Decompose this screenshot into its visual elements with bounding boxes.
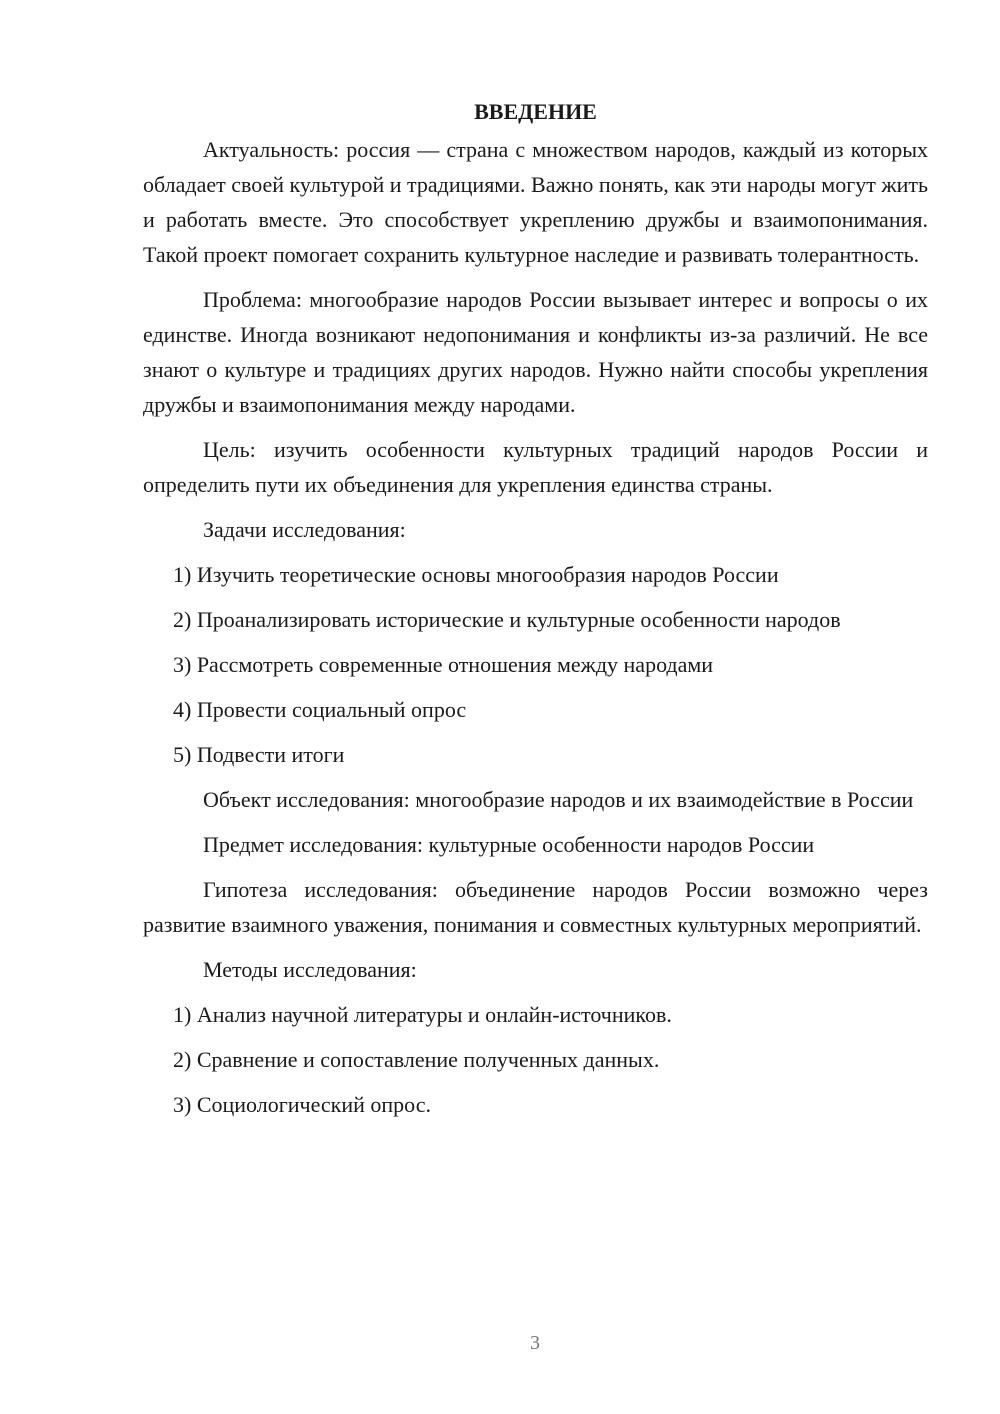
method-item: 3) Социологический опрос. [173, 1092, 431, 1117]
tasks-heading: Задачи исследования: [203, 517, 406, 542]
document-page [143, 94, 928, 1132]
object-paragraph: Объект исследования: многообразие народов и их взаимодействие в России [203, 787, 914, 812]
task-item: 1) Изучить теоретические основы многообразия народов России [173, 562, 779, 587]
method-item: 1) Анализ научной литературы и онлайн-источников. [173, 1002, 672, 1027]
method-item: 2) Сравнение и сопоставление полученных данных. [173, 1047, 660, 1072]
page-title: ВВЕДЕНИЕ [474, 99, 597, 124]
hypothesis-paragraph: Гипотеза исследования: объединение народов России возможно через развитие взаимного уважения, понимания и совместных культурных мероприятий. [143, 877, 928, 937]
task-item: 4) Провести социальный опрос [173, 697, 467, 722]
task-item: 3) Рассмотреть современные отношения между народами [173, 652, 714, 677]
relevance-paragraph: Актуальность: россия — страна с множеством народов, каждый из которых обладает своей культурой и традициями. Важно понять, как эти народы могут жить и работать вместе. Это способствует укреплению дружбы и взаимопонимания. Такой проект помогает сохранить культурное наследие и развивать толерантность. [143, 137, 928, 267]
page-number: 3 [530, 1332, 540, 1354]
goal-paragraph: Цель: изучить особенности культурных традиций народов России и определить пути их объединения для укрепления единства страны. [143, 437, 928, 497]
task-item: 2) Проанализировать исторические и культурные особенности народов [173, 607, 841, 632]
methods-heading: Методы исследования: [203, 957, 417, 982]
task-item: 5) Подвести итоги [173, 742, 345, 767]
subject-paragraph: Предмет исследования: культурные особенности народов России [203, 832, 815, 857]
problem-paragraph: Проблема: многообразие народов России вызывает интерес и вопросы о их единстве. Иногда возникают недопонимания и конфликты из-за различий. Не все знают о культуре и традициях других народов. Нужно найти способы укрепления дружбы и взаимопонимания между народами. [143, 287, 928, 417]
